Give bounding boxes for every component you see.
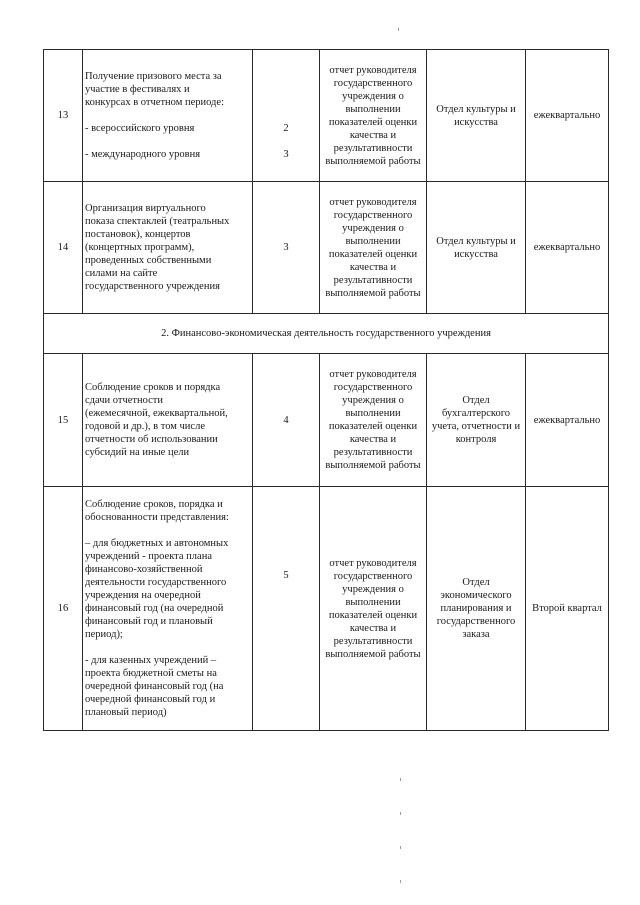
section-title: 2. Финансово-экономическая деятельность государственного учреждения: [44, 314, 609, 354]
value-gap: [255, 96, 317, 109]
description-line: конкурсах в отчетном периоде:: [85, 97, 224, 108]
report-form: отчет руководителя государственного учреждения о выполнении показателей оценки качества и результативности выполняемой работы: [320, 487, 427, 731]
description-gap: [85, 109, 250, 122]
value-gap: [255, 70, 317, 83]
row-number: 14: [44, 182, 83, 314]
description-line: период);: [85, 629, 123, 640]
indicator-value: [253, 50, 320, 182]
report-form: отчет руководителя государственного учреждения о выполнении показателей оценки качества и результативности выполняемой работы: [320, 182, 427, 314]
description-gap: [85, 135, 250, 148]
description-line: отчетности об использовании: [85, 434, 218, 445]
description-line: Организация виртуального: [85, 203, 206, 214]
description-line: финансовый год (на очередной: [85, 603, 224, 614]
indicators-table: [43, 49, 609, 731]
table-row: [44, 50, 609, 182]
description-line: годовой и др.), в том числе: [85, 421, 205, 432]
scan-mark: [400, 880, 401, 883]
description-line: силами на сайте: [85, 268, 158, 279]
description-line: деятельности государственного: [85, 577, 227, 588]
table-row: [44, 354, 609, 487]
description-line: показа спектаклей (театральных: [85, 216, 230, 227]
description-line: - для казенных учреждений –: [85, 655, 217, 666]
responsible-department: Отдел культуры и искусства: [427, 50, 526, 182]
description-line: Соблюдение сроков и порядка: [85, 382, 221, 393]
report-form: отчет руководителя государственного учреждения о выполнении показателей оценки качества и результативности выполняемой работы: [320, 354, 427, 487]
scan-mark: [400, 812, 401, 815]
frequency: ежеквартально: [526, 50, 609, 182]
value-line: 2: [283, 123, 289, 134]
description-line: участие в фестивалях и: [85, 84, 190, 95]
frequency: Второй квартал: [526, 487, 609, 731]
table-row: [44, 182, 609, 314]
description-line: Получение призового места за: [85, 71, 222, 82]
row-number: 16: [44, 487, 83, 731]
description-line: очередной финансовый год (на: [85, 681, 224, 692]
indicator-description: [83, 50, 253, 182]
responsible-department: Отдел экономического планирования и государственного заказа: [427, 487, 526, 731]
value-gap: [255, 109, 317, 122]
description-line: (ежемесячной, ежеквартальной,: [85, 408, 228, 419]
description-line: субсидий на иные цели: [85, 447, 190, 458]
description-line: обоснованности представления:: [85, 512, 229, 523]
description-line: постановок), концертов: [85, 229, 191, 240]
description-line: финансово-хозяйственной: [85, 564, 203, 575]
description-gap: [85, 524, 250, 537]
indicator-value: 4: [253, 354, 320, 487]
frequency: ежеквартально: [526, 182, 609, 314]
description-line: очередной финансовый год и: [85, 694, 216, 705]
description-line: Соблюдение сроков, порядка и: [85, 499, 223, 510]
description-line: учреждений - проекта плана: [85, 551, 212, 562]
responsible-department: Отдел культуры и искусства: [427, 182, 526, 314]
indicator-description: [83, 487, 253, 731]
scan-mark: [398, 28, 399, 31]
report-form: отчет руководителя государственного учреждения о выполнении показателей оценки качества и результативности выполняемой работы: [320, 50, 427, 182]
value-gap: [255, 135, 317, 148]
description-line: проекта бюджетной сметы на: [85, 668, 217, 679]
description-line: финансовый год и плановый: [85, 616, 213, 627]
row-number: 13: [44, 50, 83, 182]
description-line: государственного учреждения: [85, 281, 220, 292]
scan-mark: [400, 778, 401, 781]
description-line: – для бюджетных и автономных: [85, 538, 229, 549]
description-line: проведенных собственными: [85, 255, 212, 266]
value-gap: [255, 83, 317, 96]
description-line: сдачи отчетности: [85, 395, 163, 406]
row-number: 15: [44, 354, 83, 487]
indicator-description: [83, 354, 253, 487]
indicator-description: [83, 182, 253, 314]
responsible-department: Отдел бухгалтерского учета, отчетности и контроля: [427, 354, 526, 487]
table-row: [44, 487, 609, 731]
description-line: учреждения на очередной: [85, 590, 201, 601]
value-line: 3: [283, 149, 289, 160]
description-line: плановый период): [85, 707, 167, 718]
description-line: (концертных программ),: [85, 242, 195, 253]
indicator-value: 3: [253, 182, 320, 314]
scan-mark: [400, 846, 401, 849]
section-row: [44, 314, 609, 354]
indicator-value: 5: [253, 487, 320, 731]
description-gap: [85, 641, 250, 654]
description-line: - всероссийского уровня: [85, 123, 195, 134]
description-line: - международного уровня: [85, 149, 201, 160]
frequency: ежеквартально: [526, 354, 609, 487]
